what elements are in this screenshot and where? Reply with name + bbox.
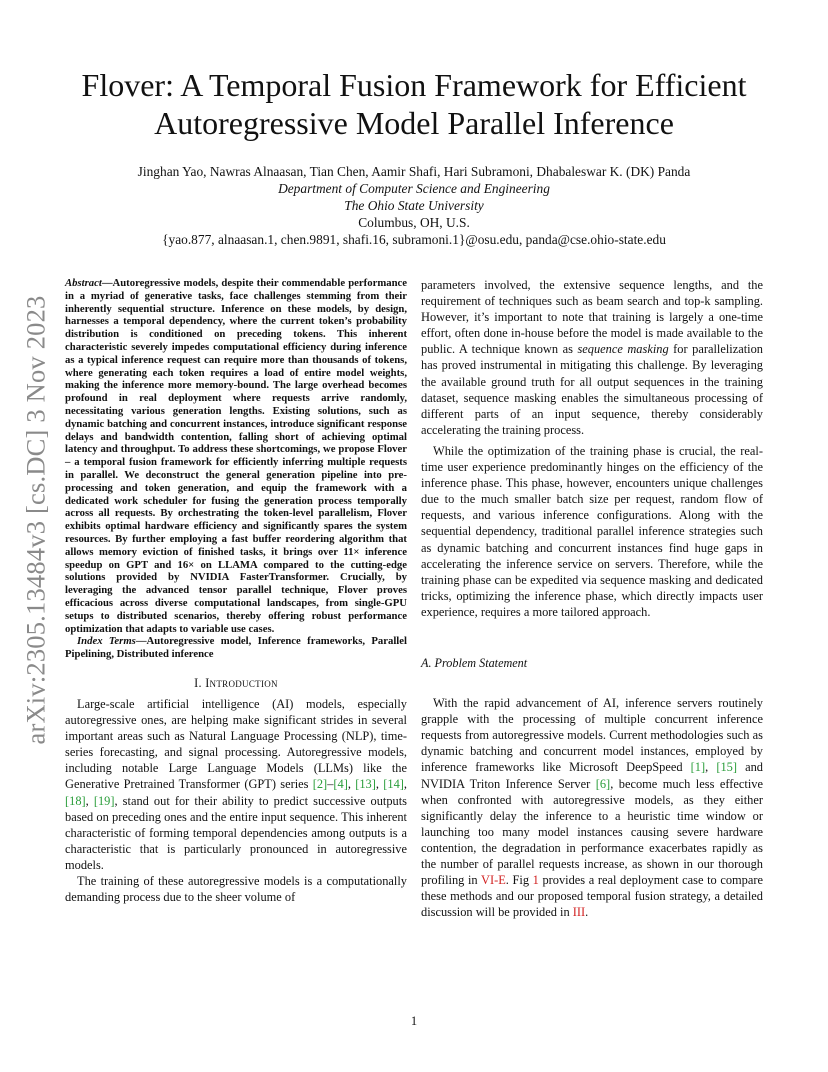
crossref-link[interactable]: III — [572, 905, 586, 920]
right-column — [421, 277, 763, 920]
title-line-2: Autoregressive Model Parallel Inference — [154, 105, 674, 141]
right-p3-text-a: With the rapid advancement of AI, inference servers routinely grapple with the processing of multiple concurrent inference requests from autoregressive models. Current methodologies such as dynamic batching and concurrent model instances, employed by inference frameworks like Microsoft DeepSpeed — [421, 696, 763, 775]
paper-title — [40, 66, 788, 142]
citation-link[interactable]: [19] — [93, 793, 115, 808]
intro-paragraph-1 — [65, 696, 407, 873]
emails: {yao.877, alnaasan.1, chen.9891, shafi.16, subramoni.1}@osu.edu, panda@cse.ohio-state.edu — [162, 232, 666, 247]
intro-paragraph-2: The training of these autoregressive models is a computationally demanding process due to the sheer volume of — [65, 874, 407, 905]
page-number: 1 — [410, 1014, 418, 1028]
department: Department of Computer Science and Engineering — [278, 181, 550, 196]
right-p3-text-b: , — [705, 760, 717, 775]
right-p3-text-d: , become much less effective when confronted with autoregressive models, as they either significantly delay the inference to a heuristic time window or launching too many model instances causing severe hardware contention, the degradation in performance exacerbates rapidly as the number of parallel requests increase, as shown in our thorough profiling in — [421, 776, 763, 888]
section-heading-introduction: I. Introduction — [194, 675, 278, 690]
arxiv-stamp — [16, 285, 56, 755]
intro-p1-text-a: Large-scale artificial intelligence (AI) models, especially autoregressive ones, are helping make significant strides in several important areas such as Natural Language Processing (NLP), time-series forecasting, and signal processing. Autoregressive models, including notable Large Language Models (LLMs) like the Generative Pretrained Transformer (GPT) series — [65, 697, 407, 792]
right-p3-text-e: . Fig — [505, 873, 533, 888]
citation-sep: , — [375, 777, 384, 792]
right-paragraph-2: While the optimization of the training phase is crucial, the real-time user experience predominantly hinges on the efficiency of the inference phase. This phase, however, encounters unique challenges due to the much smaller batch size per request, random flow of requests, and various inference configurations. Along with the sequential dependency, traditional parallel inference strategies such as dynamic batching and concurrent instances find huge gaps in accelerating the inference service on servers. Therefore, while the training phase can be expedited via sequence masking and dedicated tricks, optimizing the inference phase, which directly impacts user experience, requires a more tailored approach. — [421, 443, 763, 619]
right-p3-text-c: and NVIDIA Triton Inference Server — [421, 760, 763, 791]
location: Columbus, OH, U.S. — [358, 215, 470, 230]
right-p1-text-b: for parallelization has proved instrumental in mitigating this challenge. By leveraging the available ground truth for all output sequences in the training dataset, sequence masking enables the simultaneous processing of different parts of an input sequence, thereby considerably accelerating the training process. — [421, 342, 763, 437]
abstract — [65, 277, 407, 635]
right-paragraph-3 — [421, 695, 763, 920]
citation-link[interactable]: [4] — [333, 777, 348, 792]
right-paragraph-1 — [421, 277, 763, 438]
arxiv-stamp-text: arXiv:2305.13484v3 [cs.DC] 3 Nov 2023 — [20, 295, 51, 745]
emphasis-sequence-masking: sequence masking — [577, 342, 669, 357]
index-terms-text: —Autoregressive model, Inference frameworks, Parallel Pipelining, Distributed inference — [65, 635, 407, 661]
right-p3-text-g: . — [585, 905, 589, 920]
citation-link[interactable]: [1] — [690, 760, 706, 775]
citation-link[interactable]: [18] — [65, 793, 86, 808]
right-p3-text-f: provides a real deployment case to compare these methods and our proposed temporal fusion strategy, a detailed discussion will be provided in — [421, 873, 763, 920]
left-column — [65, 277, 407, 905]
index-terms — [65, 635, 407, 661]
abstract-text: —Autoregressive models, despite their commendable performance in a myriad of generative tasks, face challenges stemming from their inherently sequential structure. Inference on these models, by design, harnesses a temporal dependency, where the current token’s probability distribution is conditioned on preceding tokens. This inherent characteristic severely impedes computational efficiency during inference as a typical inference request can require more than thousands of tokens, where generating each token requires a load of entire model weights, making the inference more memory-bound. The large overhead becomes profound in real deployment where requests arrive randomly, necessitating various generation lengths. Existing solutions, such as dynamic batching and concurrent instances, introduce significant response delays and bandwidth contention, falling short of achieving optimal latency and throughput. To address these shortcomings, we propose Flover – a temporal fusion framework for efficiently inferring multiple requests in parallel. We deconstruct the general generation pipeline into pre-processing and token generation, and equip the framework with a dedicated work scheduler for fusing the generation process temporally across all requests. By orchestrating the token-level parallelism, Flover exhibits optimal hardware efficiency and significantly spares the system resources. By further employing a fast buffer reordering algorithm that allows memory eviction of finished tasks, it brings over 11× inference speedup on GPT and 16× on LLAMA compared to the cutting-edge solutions provided by NVIDIA FasterTransformer. Crucially, by leveraging the advanced tensor parallel technique, Flover proves efficacious across diverse computational landscapes, from single-GPU setups to distributed scenarios, thereby offering robust performance optimization that adapts to variable use cases. — [65, 277, 407, 635]
crossref-link[interactable]: 1 — [532, 873, 539, 888]
university: The Ohio State University — [344, 198, 484, 213]
citation-link[interactable]: [6] — [595, 776, 611, 791]
author-block — [40, 163, 788, 248]
abstract-label: Abstract — [65, 277, 102, 289]
crossref-link[interactable]: VI-E — [481, 873, 506, 888]
citation-link[interactable]: [14] — [383, 777, 404, 792]
citation-sep: , — [347, 777, 356, 792]
citation-sep: , — [403, 777, 408, 792]
citation-link[interactable]: [2] — [312, 777, 328, 792]
citation-sep: , — [85, 793, 94, 808]
right-p1-text-a: parameters involved, the extensive sequence lengths, and the requirement of techniques such as beam search and top-k sampling. However, it’s important to note that training is largely a one-time effort, often done in-house before the model is made available to the public. A technique known as — [421, 278, 763, 357]
citation-link[interactable]: [15] — [716, 760, 737, 775]
citation-link[interactable]: [13] — [355, 777, 376, 792]
author-names: Jinghan Yao, Nawras Alnaasan, Tian Chen, Aamir Shafi, Hari Subramoni, Dhabaleswar K. (DK) Panda — [137, 164, 691, 179]
citation-dash: – — [327, 777, 334, 792]
intro-p1-text-b: , stand out for their ability to predict successive outputs based on preceding ones and the entire input sequence. This inherent characteristic of forming temporal dependencies among outputs is a characteristic that is particularly pronounced in autoregressive models. — [65, 793, 407, 872]
title-line-1: Flover: A Temporal Fusion Framework for Efficient — [81, 67, 747, 103]
subsection-heading-problem-statement: A. Problem Statement — [421, 655, 528, 670]
index-terms-label: Index Terms — [77, 635, 136, 648]
